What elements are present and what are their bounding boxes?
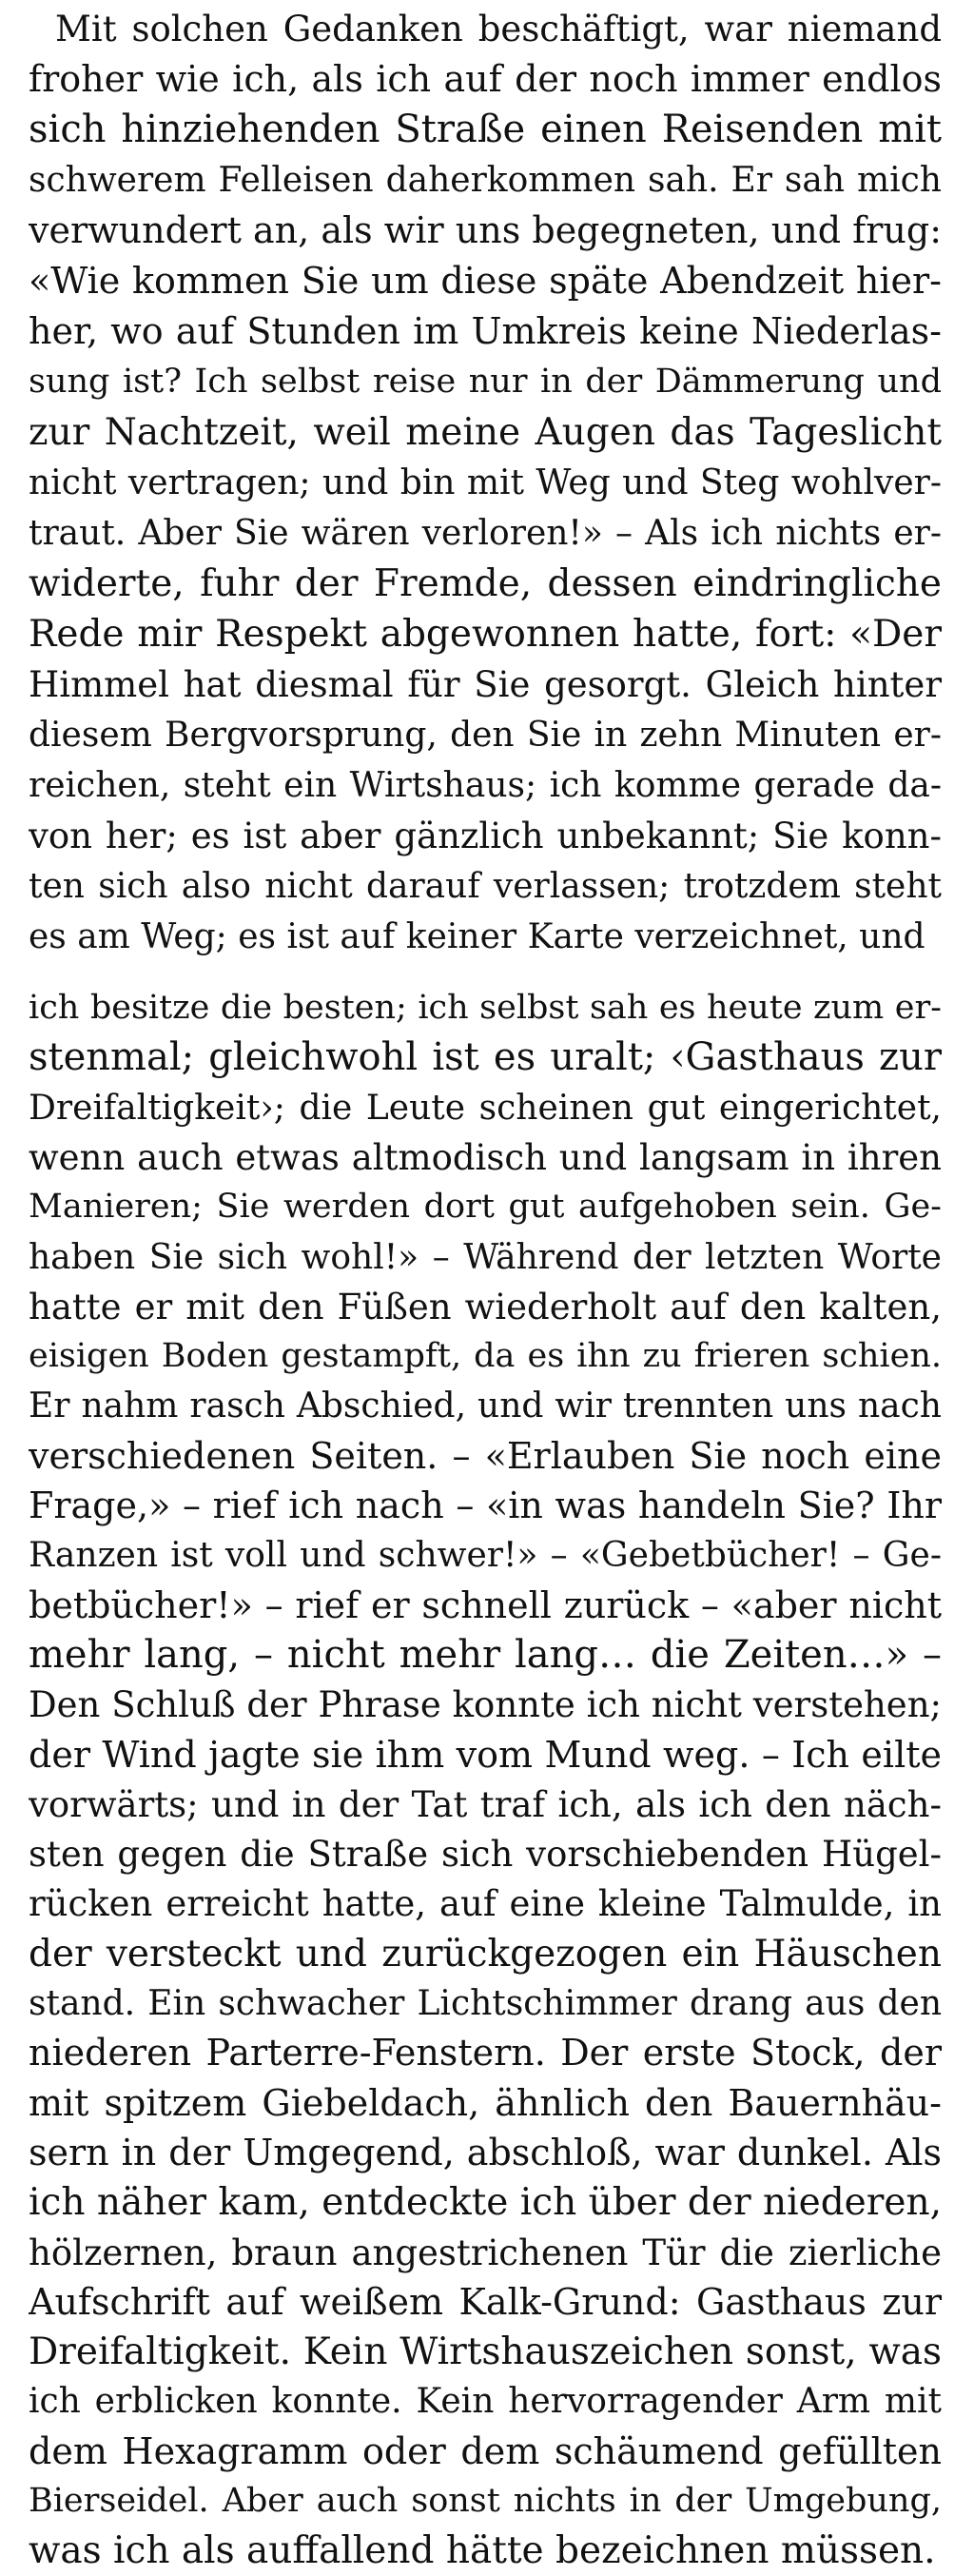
text-line: Dreifaltigkeit. Kein Wirtshauszeichen sonst, was: [29, 2330, 942, 2374]
text-line: hatte er mit den Füßen wiederholt auf den kalten,: [29, 1286, 942, 1327]
text-line: sung ist? Ich selbst reise nur in der Dämmerung und: [29, 363, 942, 401]
text-line: mehr lang, – nicht mehr lang… die Zeiten…» –: [29, 1632, 942, 1677]
text-line: rücken erreicht hatte, auf eine kleine Talmulde, in: [29, 1883, 942, 1925]
text-line: Dreifaltigkeit›; die Leute scheinen gut eingerichtet,: [29, 1088, 942, 1128]
text-line: Aufschrift auf weißem Kalk-Grund: Gasthaus zur: [29, 2280, 942, 2323]
text-line: der versteckt und zurückgezogen ein Häuschen: [29, 1932, 942, 1976]
text-line: betbücher!» – rief er schnell zurück – «aber nicht: [29, 1583, 942, 1626]
text-line: Ranzen ist voll und schwer!» – «Gebetbücher! – Ge-: [29, 1536, 942, 1576]
text-line: nicht vertragen; und bin mit Weg und Steg wohlver-: [29, 463, 942, 502]
text-line: ich besitze die besten; ich selbst sah es heute zum er-: [29, 989, 942, 1027]
text-line: stenmal; gleichwohl ist es uralt; ‹Gasthaus zur: [29, 1035, 942, 1080]
text-line: Manieren; Sie werden dort gut aufgehoben sein. Ge-: [29, 1188, 942, 1227]
text-line: Mit solchen Gedanken beschäftigt, war niemand: [55, 9, 942, 49]
text-line: vorwärts; und in der Tat traf ich, als ich den näch-: [29, 1783, 942, 1825]
text-line: hölzernen, braun angestrichenen Tür die zierliche: [29, 2232, 942, 2273]
text-line: stand. Ein schwacher Lichtschimmer drang aus den: [29, 1984, 942, 2023]
text-line: Er nahm rasch Abschied, und wir trennten uns nach: [29, 1386, 942, 1426]
text-line: sern in der Umgegend, abschloß, war dunkel. Als: [29, 2131, 942, 2173]
text-line: Frage,» – rief ich nach – «in was handeln Sie? Ihr: [29, 1485, 942, 1526]
text-line: Den Schluß der Phrase konnte ich nicht verstehen;: [29, 1684, 942, 1726]
text-line: reichen, steht ein Wirtshaus; ich komme gerade da-: [29, 766, 942, 805]
text-line: der Wind jagte sie ihm vom Mund weg. – Ich eilte: [29, 1733, 942, 1776]
text-line: Rede mir Respekt abgewonnen hatte, fort: «Der: [29, 613, 942, 656]
text-line: haben Sie sich wohl!» – Während der letzten Worte: [29, 1237, 942, 1277]
text-line: «Wie kommen Sie um diese späte Abendzeit hier-: [29, 260, 942, 302]
text-line: von her; es ist aber gänzlich unbekannt; Sie konn-: [29, 816, 942, 856]
text-line: niederen Parterre-Fenstern. Der erste Stock, der: [29, 2032, 942, 2075]
text-line: wenn auch etwas altmodisch und langsam in ihren: [29, 1136, 942, 1178]
text-line: her, wo auf Stunden im Umkreis keine Niederlas-: [29, 310, 942, 352]
text-line: es am Weg; es ist auf keiner Karte verzeichnet, und: [29, 917, 925, 956]
text-line: dem Hexagramm oder dem schäumend gefüllten: [29, 2429, 942, 2472]
text-line: verwundert an, als wir uns begegneten, und frug:: [29, 209, 942, 251]
text-line: ich näher kam, entdeckte ich über der niederen,: [29, 2181, 942, 2225]
text-line: mit spitzem Giebeldach, ähnlich den Bauernhäu-: [29, 2081, 942, 2124]
text-line: eisigen Boden gestampft, da es ihn zu frieren schien.: [29, 1337, 942, 1376]
text-line: verschiedenen Seiten. – «Erlauben Sie noch eine: [29, 1434, 942, 1477]
text-line: zur Nachtzeit, weil meine Augen das Tageslicht: [29, 411, 942, 454]
text-line: widerte, fuhr der Fremde, dessen eindringliche: [29, 562, 942, 605]
text-line: sten gegen die Straße sich vorschiebenden Hügel-: [29, 1834, 942, 1876]
text-line: froher wie ich, als ich auf der noch immer endlos: [29, 58, 942, 100]
text-line: diesem Bergvorsprung, den Sie in zehn Minuten er-: [29, 716, 942, 755]
text-line: Bierseidel. Aber auch sonst nichts in der Umgebung,: [29, 2482, 942, 2520]
text-line: was ich als auffallend hätte bezeichnen müssen.: [29, 2529, 936, 2573]
text-line: ten sich also nicht darauf verlassen; trotzdem steht: [29, 867, 942, 906]
text-line: Himmel hat diesmal für Sie gesorgt. Gleich hinter: [29, 664, 942, 705]
text-line: sich hinziehenden Straße einen Reisenden mit: [29, 108, 942, 151]
text-line: schwerem Felleisen daherkommen sah. Er sah mich: [29, 161, 942, 200]
text-line: traut. Aber Sie wären verloren!» – Als ich nichts er-: [29, 514, 942, 553]
text-line: ich erblicken konnte. Kein hervorragender Arm mit: [29, 2382, 942, 2422]
